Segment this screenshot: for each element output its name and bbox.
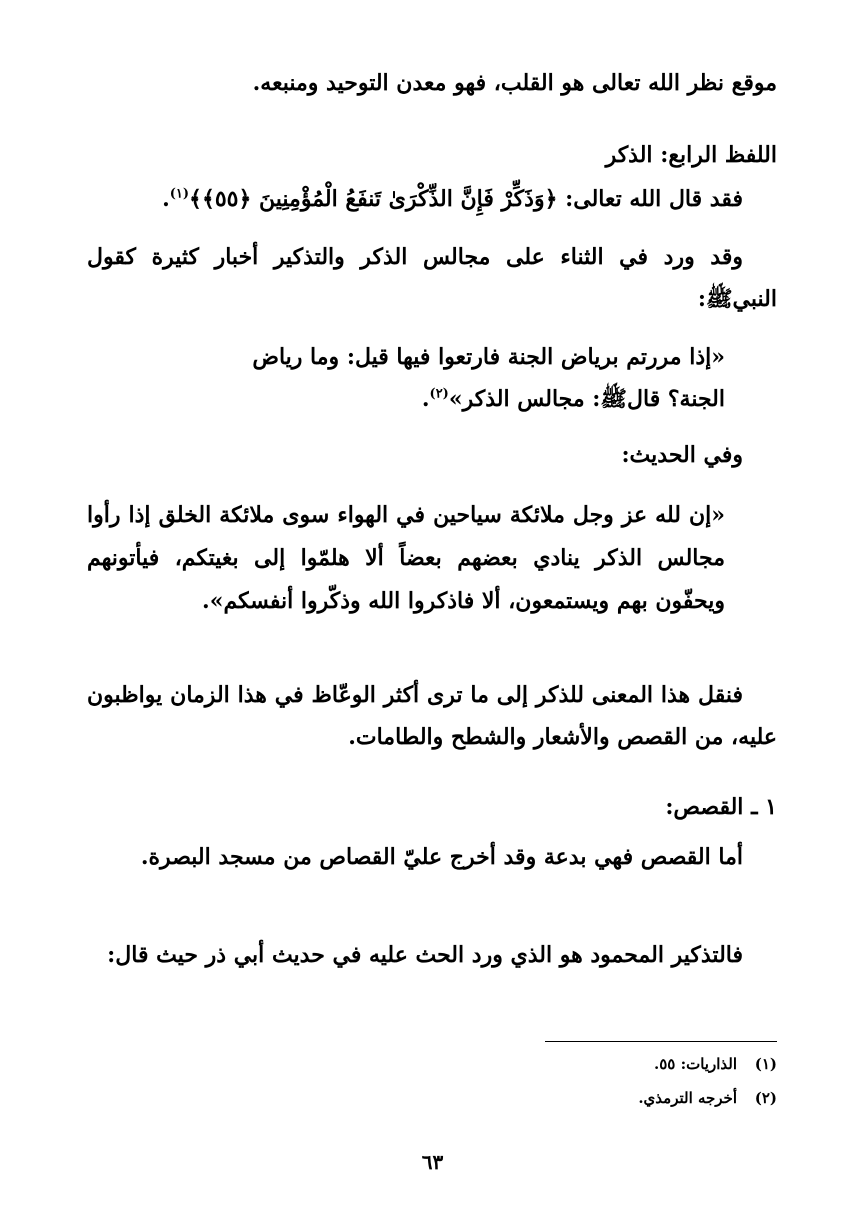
intro-text: موقع نظر الله تعالى هو القلب، فهو معدن التوحيد ومنبعه. <box>252 70 777 96</box>
quran-verse: ﴿وَذَكِّرْ فَإِنَّ الذِّكْرَىٰ تَنفَعُ الْمُؤْمِنِينَ ﴿٥٥﴾﴾ <box>189 186 558 212</box>
paragraph-hadith-intro <box>87 434 777 476</box>
footnote-1-text: الذاريات: ٥٥. <box>653 1055 737 1073</box>
footnote-1 <box>177 1052 777 1076</box>
heading-text: اللفظ الرابع: الذكر <box>605 142 777 168</box>
hadith-riyad-line-2-text: الجنة؟ قالﷺ: مجالس الذكر» <box>448 386 725 412</box>
page-number: ٦٣ <box>421 1150 444 1174</box>
intro-line <box>87 62 777 104</box>
footnote-2-text: أخرجه الترمذي. <box>638 1089 737 1107</box>
paragraph-tadhkir <box>87 934 777 976</box>
section-heading-dhikr <box>87 134 777 176</box>
footnote-divider <box>545 1041 777 1042</box>
hadith-riyad-line-1: «إذا مررتم برياض الجنة فارتعوا فيها قيل: وما رياض <box>252 344 725 370</box>
footnote-2-number: (٢) <box>754 1089 777 1107</box>
footnote-2 <box>177 1086 777 1110</box>
heading-qasas-text: ١ ـ القصص: <box>665 794 777 820</box>
footnote-ref-1: (١) <box>169 186 190 202</box>
footnote-1-number: (١) <box>754 1055 777 1073</box>
hadith-angels <box>87 494 725 623</box>
quran-lead-text: فقد قال الله تعالى: <box>557 186 743 212</box>
paragraph-tadhkir-text: فالتذكير المحمود هو الذي ورد الحث عليه في حديث أبي ذر حيث قال: <box>107 942 743 968</box>
paragraph-praise <box>87 236 777 320</box>
paragraph-qasas <box>87 836 777 878</box>
footnote-ref-2: (٢) <box>429 386 449 402</box>
section-heading-qasas <box>87 786 777 828</box>
hadith-riyad-line-2: الجنة؟ قالﷺ: مجالس الذكر»$^{(٢)}$. <box>421 386 725 412</box>
quran-citation: فقد قال الله تعالى: ﴿وَذَكِّرْ فَإِنَّ الذِّكْرَىٰ تَنفَعُ الْمُؤْمِنِينَ ﴿٥٥﴾﴾$^{(١)}$. <box>162 186 743 212</box>
paragraph-praise-text: وقد ورد في الثناء على مجالس الذكر والتذكير أخبار كثيرة كقول النبيﷺ: <box>87 244 777 312</box>
paragraph-preachers-text: فنقل هذا المعنى للذكر إلى ما ترى أكثر الوعّاظ في هذا الزمان يواظبون عليه، من القصص والأشعار والشطح والطامات. <box>87 682 777 750</box>
paragraph-hadith-intro-text: وفي الحديث: <box>621 442 743 468</box>
paragraph-qasas-text: أما القصص فهي بدعة وقد أخرج عليّ القصاص من مسجد البصرة. <box>140 844 743 870</box>
hadith-angels-text: «إن لله عز وجل ملائكة سياحين في الهواء سوى ملائكة الخلق إذا رأوا مجالس الذكر ينادي بعضهم بعضاً ألا هلمّوا إلى بغيتكم، فيأتونهم ويحفّون بهم ويستمعون، ألا فاذكروا الله وذكّروا أنفسكم». <box>87 502 725 614</box>
hadith-riyad <box>87 336 725 420</box>
paragraph-preachers <box>87 674 777 758</box>
